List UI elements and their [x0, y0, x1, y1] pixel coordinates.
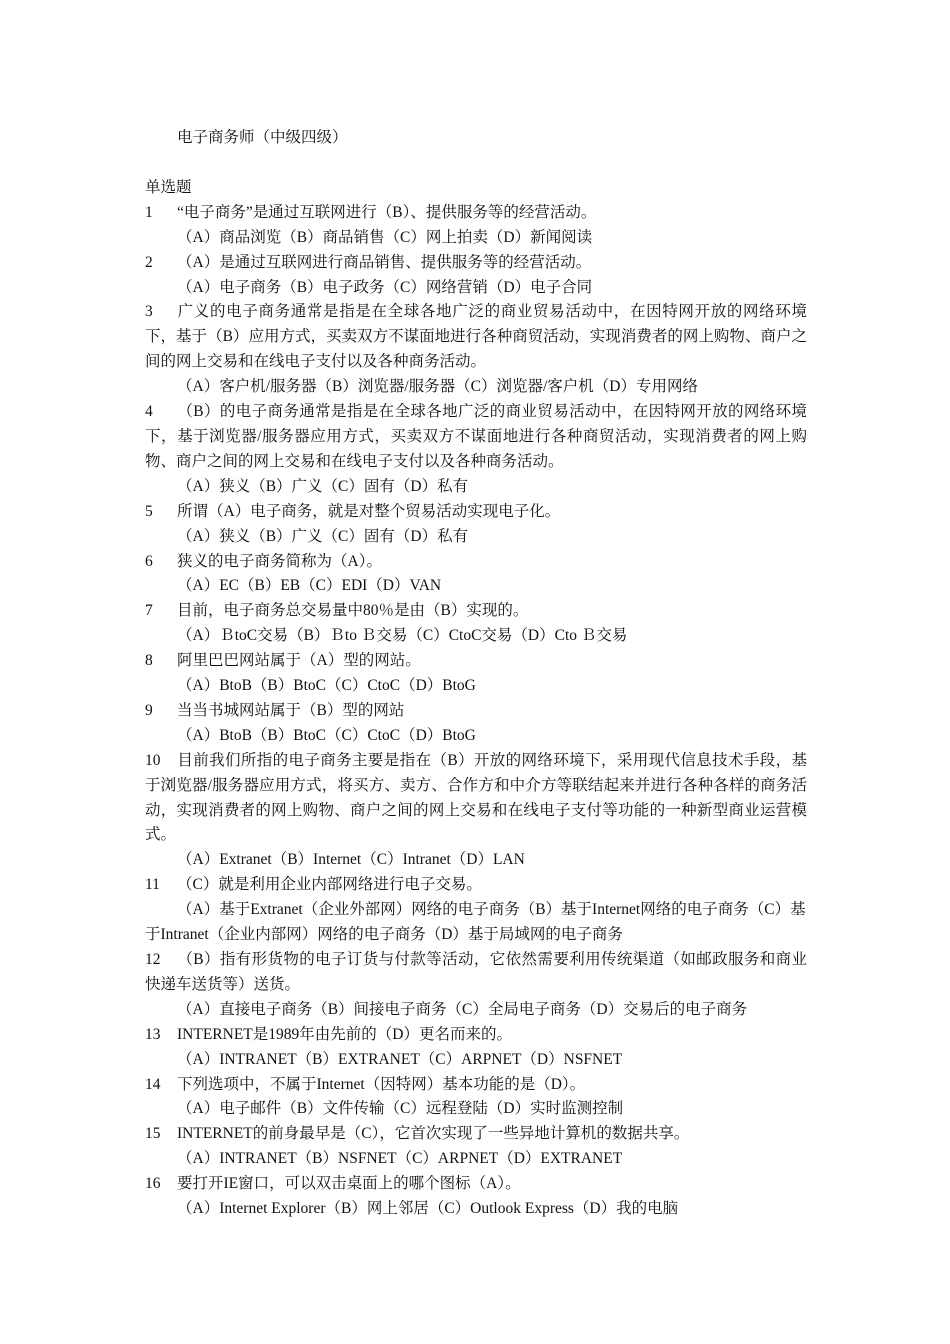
question-text [145, 550, 807, 575]
question-item [145, 699, 807, 749]
question-stem: 目前我们所指的电子商务主要是指在（B）开放的网络环境下，采用现代信息技术手段，基于浏览器/服务器应用方式，将买方、卖方、合作方和中介方等联结起来并进行各种各样的商务活动，实现消费者的网上购物、商户之间的网上交易和在线电子支付等功能的一种新型商业运营模式。 [145, 751, 807, 844]
question-number: 2 [145, 253, 153, 271]
question-number: 11 [145, 876, 160, 894]
question-stem: 要打开IE窗口，可以双击桌面上的哪个图标（A）。 [177, 1175, 521, 1193]
question-number: 14 [145, 1075, 161, 1093]
question-options: （A）BtoB（B）BtoC（C）CtoC（D）BtoG [177, 726, 476, 744]
question-number: 6 [145, 552, 153, 570]
question-text [145, 300, 807, 375]
question-stem: 狭义的电子商务简称为（A）。 [177, 552, 382, 570]
question-stem: INTERNET的前身最早是（C），它首次实现了一些异地计算机的数据共享。 [177, 1125, 690, 1143]
question-stem: 阿里巴巴网站属于（A）型的网站。 [177, 652, 421, 670]
question-options: （A）电子商务（B）电子政务（C）网络营销（D）电子合同 [177, 278, 593, 296]
question-text [145, 500, 807, 525]
question-options: （A）Internet Explorer（B）网上邻居（C）Outlook Express（D）我的电脑 [177, 1200, 679, 1218]
question-options: （A）EC（B）EB（C）EDI（D）VAN [177, 577, 442, 595]
question-item [145, 1073, 807, 1123]
question-item [145, 300, 807, 400]
question-text [145, 1122, 807, 1147]
question-text [145, 749, 807, 849]
question-number: 15 [145, 1125, 161, 1143]
question-stem: 所谓（A）电子商务，就是对整个贸易活动实现电子化。 [177, 502, 561, 520]
document-title: 电子商务师（中级四级） [177, 129, 348, 146]
question-stem: “电子商务”是通过互联网进行（B）、提供服务等的经营活动。 [177, 203, 597, 221]
question-item [145, 749, 807, 874]
question-item [145, 1023, 807, 1073]
question-number: 8 [145, 652, 153, 670]
question-text [145, 400, 807, 475]
question-number: 7 [145, 602, 153, 620]
question-stem: 下列选项中，不属于Internet（因特网）基本功能的是（D）。 [177, 1075, 586, 1093]
question-item [145, 550, 807, 600]
question-item [145, 1172, 807, 1222]
question-stem: （B）指有形货物的电子订货与付款等活动，它依然需要利用传统渠道（如邮政服务和商业快递车送货等）送货。 [145, 951, 807, 993]
question-item [145, 1122, 807, 1172]
question-stem: 目前，电子商务总交易量中80％是由（B）实现的。 [177, 602, 529, 620]
question-item [145, 201, 807, 251]
question-number: 16 [145, 1175, 161, 1193]
question-text [145, 649, 807, 674]
question-stem: 广义的电子商务通常是指是在全球各地广泛的商业贸易活动中，在因特网开放的网络环境下，基于（B）应用方式，买卖双方不谋面地进行各种商贸活动，实现消费者的网上购物、商户之间的网上交易和在线电子支付以及各种商务活动。 [145, 303, 807, 371]
question-text [145, 1023, 807, 1048]
question-number: 9 [145, 701, 153, 719]
question-text [145, 201, 807, 226]
question-number: 1 [145, 203, 153, 221]
question-stem: （A）是通过互联网进行商品销售、提供服务等的经营活动。 [177, 253, 592, 271]
question-item [145, 500, 807, 550]
question-item [145, 400, 807, 500]
question-item [145, 251, 807, 301]
question-stem: INTERNET是1989年由先前的（D）更名而来的。 [177, 1025, 512, 1043]
question-options: （A）INTRANET（B）NSFNET（C）ARPNET（D）EXTRANET [177, 1150, 623, 1168]
question-text [145, 1073, 807, 1098]
question-options: （A）BtoB（B）BtoC（C）CtoC（D）BtoG [177, 677, 476, 695]
question-options: （A）基于Extranet（企业外部网）网络的电子商务（B）基于Internet网络的电子商务（C）基于Intranet（企业内部网）网络的电子商务（D）基于局域网的电子商务 [145, 901, 806, 944]
question-stem: （B）的电子商务通常是指是在全球各地广泛的商业贸易活动中，在因特网开放的网络环境下，基于浏览器/服务器应用方式，买卖双方不谋面地进行各种商贸活动，实现消费者的网上购物、商户之间的网上交易和在线电子支付以及各种商务活动。 [145, 403, 807, 470]
question-number: 13 [145, 1025, 161, 1043]
question-text [145, 948, 807, 998]
question-options: （A）电子邮件（B）文件传输（C）远程登陆（D）实时监测控制 [177, 1100, 624, 1118]
question-number: 10 [145, 751, 161, 769]
document-page [145, 126, 807, 1222]
question-list [145, 201, 807, 1222]
question-options: （A）商品浏览（B）商品销售（C）网上拍卖（D）新闻阅读 [177, 228, 593, 246]
question-text [145, 873, 807, 898]
question-options: （A）INTRANET（B）EXTRANET（C）ARPNET（D）NSFNET [177, 1050, 623, 1068]
question-text [145, 599, 807, 624]
section-label: 单选题 [145, 178, 192, 196]
question-item [145, 599, 807, 649]
question-number: 12 [145, 951, 161, 968]
question-options: （A）狭义（B）广义（C）固有（D）私有 [177, 527, 469, 545]
question-number: 5 [145, 502, 153, 520]
question-text [145, 251, 807, 276]
question-stem: 当当书城网站属于（B）型的网站 [177, 701, 405, 719]
question-stem: （C）就是利用企业内部网络进行电子交易。 [177, 876, 482, 894]
question-options: （A）直接电子商务（B）间接电子商务（C）全局电子商务（D）交易后的电子商务 [177, 1000, 748, 1018]
question-options: （A）Extranet（B）Internet（C）Intranet（D）LAN [177, 851, 525, 869]
question-text [145, 1172, 807, 1197]
question-item [145, 948, 807, 1023]
question-text [145, 699, 807, 724]
question-number: 3 [145, 303, 153, 321]
question-item [145, 873, 807, 948]
question-options: （A）ＢtoC交易（B）Ｂto Ｂ交易（C）CtoC交易（D）Cto Ｂ交易 [177, 627, 628, 645]
question-item [145, 649, 807, 699]
question-options: （A）狭义（B）广义（C）固有（D）私有 [177, 477, 469, 495]
question-options: （A）客户机/服务器（B）浏览器/服务器（C）浏览器/客户机（D）专用网络 [177, 378, 698, 396]
question-number: 4 [145, 403, 153, 421]
